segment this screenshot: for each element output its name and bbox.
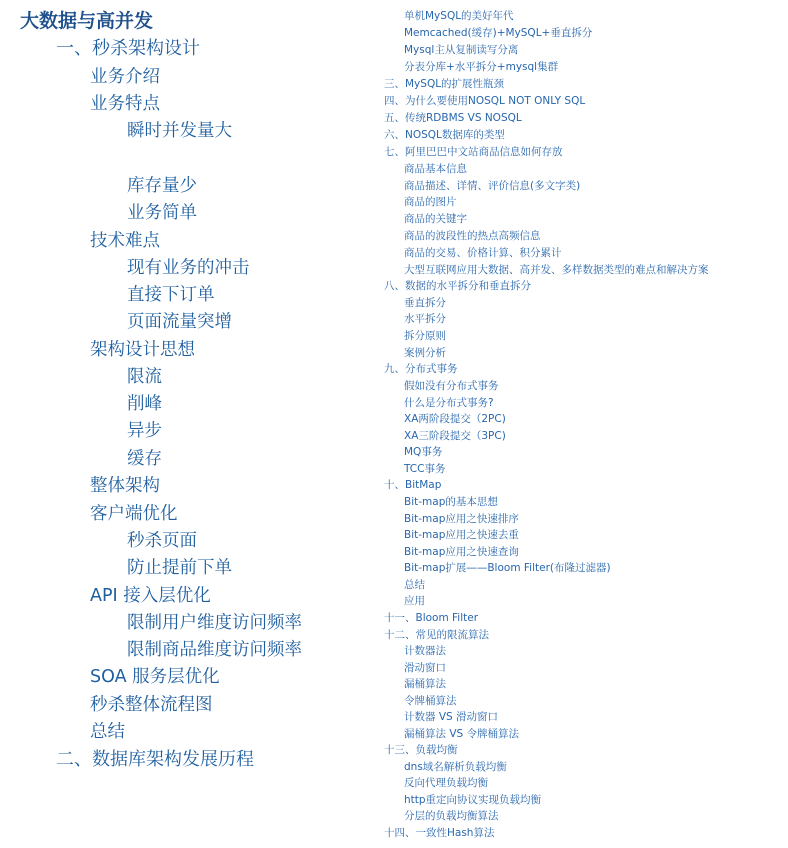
outline-item: MQ事务 — [404, 446, 443, 458]
outline-item: 拆分原则 — [404, 330, 446, 342]
document-title: 大数据与高并发 — [20, 10, 154, 32]
outline-item: API 接入层优化 — [90, 586, 211, 606]
outline-item: 缓存 — [127, 449, 162, 469]
outline-item: dns域名解析负载均衡 — [404, 761, 507, 773]
outline-item: 二、数据库架构发展历程 — [56, 749, 254, 770]
outline-item: 案例分析 — [404, 347, 446, 359]
outline-item: 商品的交易、价格计算、积分累计 — [404, 247, 562, 259]
outline-item: 商品基本信息 — [404, 163, 467, 175]
outline-item: 限流 — [127, 367, 162, 387]
outline-item: 页面流量突增 — [127, 312, 232, 332]
outline-item: 限制商品维度访问频率 — [127, 640, 302, 660]
outline-item: 业务简单 — [127, 203, 197, 223]
outline-item: 商品的关键字 — [404, 213, 467, 225]
outline-item: 库存量少 — [127, 176, 197, 196]
outline-item: Memcached(缓存)+MySQL+垂直拆分 — [404, 27, 593, 39]
outline-item: XA三阶段提交（3PC) — [404, 430, 506, 442]
outline-item: TCC事务 — [404, 463, 446, 475]
outline-item: 漏桶算法 VS 令牌桶算法 — [404, 728, 520, 740]
outline-item: 异步 — [127, 421, 162, 441]
outline-item: 限制用户维度访问频率 — [127, 613, 302, 633]
outline-item: Mysql主从复制读写分离 — [404, 44, 519, 56]
outline-item: 商品的图片 — [404, 196, 457, 208]
outline-item: 业务介绍 — [90, 67, 160, 87]
outline-item: 反向代理负载均衡 — [404, 777, 488, 789]
outline-item: 大型互联网应用大数据、高并发、多样数据类型的难点和解决方案 — [404, 264, 709, 276]
outline-item: 四、为什么要使用NOSQL NOT ONLY SQL — [384, 95, 586, 107]
outline-item: 商品描述、详情、评价信息(多文字类) — [404, 180, 581, 192]
outline-item: 秒杀页面 — [127, 531, 197, 551]
outline-item: 十二、常见的限流算法 — [384, 629, 489, 641]
outline-item: 滑动窗口 — [404, 662, 446, 674]
outline-item: 防止提前下单 — [127, 558, 232, 578]
outline-item: 计数器法 — [404, 645, 446, 657]
outline-item: 秒杀整体流程图 — [90, 695, 213, 715]
outline-item: Bit-map应用之快速去重 — [404, 529, 519, 541]
outline-item: Bit-map的基本思想 — [404, 496, 498, 508]
outline-item: 分层的负载均衡算法 — [404, 810, 499, 822]
outline-item: 七、阿里巴巴中文站商品信息如何存放 — [384, 146, 563, 158]
outline-item: 直接下订单 — [127, 285, 215, 305]
outline-item: 一、秒杀架构设计 — [56, 38, 200, 59]
outline-item: 整体架构 — [90, 476, 160, 496]
outline-item: 三、MySQL的扩展性瓶颈 — [384, 78, 505, 90]
outline-item: 十、BitMap — [384, 479, 442, 491]
outline-item: 单机MySQL的美好年代 — [404, 10, 514, 22]
outline-item: 客户端优化 — [90, 504, 178, 524]
outline-left-column — [0, 0, 372, 848]
outline-item: 分表分库+水平拆分+mysql集群 — [404, 61, 559, 73]
outline-item: 总结 — [404, 579, 425, 591]
outline-item: 技术难点 — [90, 231, 160, 251]
outline-item: 十三、负载均衡 — [384, 744, 458, 756]
outline-item: XA两阶段提交（2PC) — [404, 413, 506, 425]
outline-item: Bit-map应用之快速排序 — [404, 513, 519, 525]
outline-item: Bit-map应用之快速查询 — [404, 546, 519, 558]
outline-item: 假如没有分布式事务 — [404, 380, 499, 392]
outline-item: 现有业务的冲击 — [127, 258, 250, 278]
outline-item: 十四、一致性Hash算法 — [384, 827, 495, 839]
outline-item: 什么是分布式事务? — [404, 397, 494, 409]
outline-item: 漏桶算法 — [404, 678, 446, 690]
outline-item: http重定向协议实现负载均衡 — [404, 794, 542, 806]
outline-item: 瞬时并发量大 — [127, 121, 232, 141]
outline-item: 削峰 — [127, 394, 162, 414]
outline-item: 应用 — [404, 595, 425, 607]
outline-right-column — [372, 0, 788, 848]
outline-item: 业务特点 — [90, 94, 160, 114]
outline-item: 令牌桶算法 — [404, 695, 457, 707]
outline-item: 十一、Bloom Filter — [384, 612, 479, 624]
outline-item: 垂直拆分 — [404, 297, 446, 309]
outline-item: 五、传统RDBMS VS NOSQL — [384, 112, 522, 124]
outline-item: 商品的波段性的热点高频信息 — [404, 230, 541, 242]
outline-item: 九、分布式事务 — [384, 363, 458, 375]
outline-item: 六、NOSQL数据库的类型 — [384, 129, 505, 141]
outline-item: Bit-map扩展——Bloom Filter(布隆过滤器) — [404, 562, 611, 574]
outline-item: 计数器 VS 滑动窗口 — [404, 711, 499, 723]
outline-item: 水平拆分 — [404, 313, 446, 325]
outline-item: 架构设计思想 — [90, 340, 195, 360]
outline-item: 总结 — [90, 722, 125, 742]
outline-item: SOA 服务层优化 — [90, 667, 220, 687]
outline-item: 八、数据的水平拆分和垂直拆分 — [384, 280, 531, 292]
